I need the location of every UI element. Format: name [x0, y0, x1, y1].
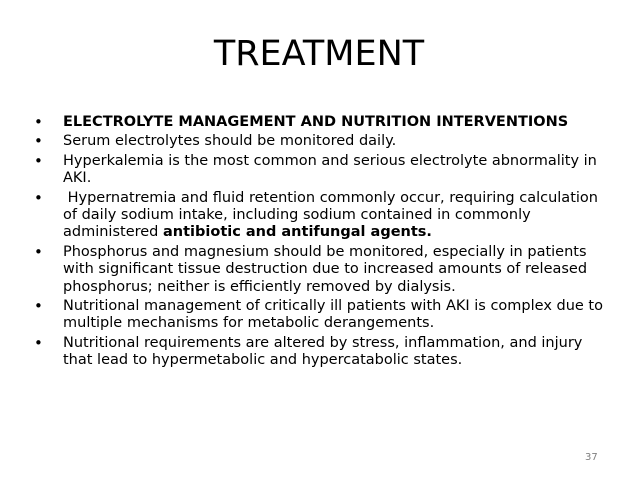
bullet-item	[34, 244, 612, 296]
bullet-item	[34, 298, 612, 333]
bullet-item	[34, 335, 612, 370]
bullet-dot-icon: •	[34, 242, 43, 261]
bullet-text: ELECTROLYTE MANAGEMENT AND NUTRITION INTERVENTIONS	[63, 114, 569, 130]
bullet-dot-icon: •	[34, 333, 43, 352]
bullet-text: Phosphorus and magnesium should be monitored, especially in patients with significant tissue destruction due to increased amounts of released phosphorus; neither is efficiently removed by dialysis.	[63, 243, 588, 295]
page-number: 37	[585, 452, 598, 463]
bullet-list	[34, 114, 612, 372]
bullet-dot-icon: •	[34, 113, 43, 131]
bullet-text: Serum electrolytes should be monitored daily.	[63, 133, 397, 150]
slide-title: TREATMENT	[213, 34, 425, 74]
bullet-text: Hyperkalemia is the most common and serious electrolyte abnormality in AKI.	[63, 152, 597, 187]
bullet-text: Nutritional management of critically ill patients with AKI is complex due to multiple mechanisms for metabolic derangements.	[63, 298, 603, 332]
bullet-text: Hypernatremia and fluid retention commonly occur, requiring calculation of daily sodium intake, including sodium contained in commonly administered	[63, 189, 603, 241]
bullet-item	[34, 133, 612, 150]
bullet-bold-text: antibiotic and antifungal agents.	[163, 224, 432, 241]
bullet-dot-icon: •	[34, 151, 43, 170]
bullet-item	[34, 114, 612, 131]
bullet-text: Nutritional requirements are altered by stress, inflammation, and injury that lead to hypermetabolic and hypercatabolic states.	[63, 334, 583, 369]
bullet-item	[34, 153, 612, 188]
bullet-dot-icon: •	[34, 132, 43, 151]
bullet-dot-icon: •	[34, 188, 43, 207]
bullet-dot-icon: •	[34, 297, 43, 316]
bullet-item	[34, 190, 612, 242]
